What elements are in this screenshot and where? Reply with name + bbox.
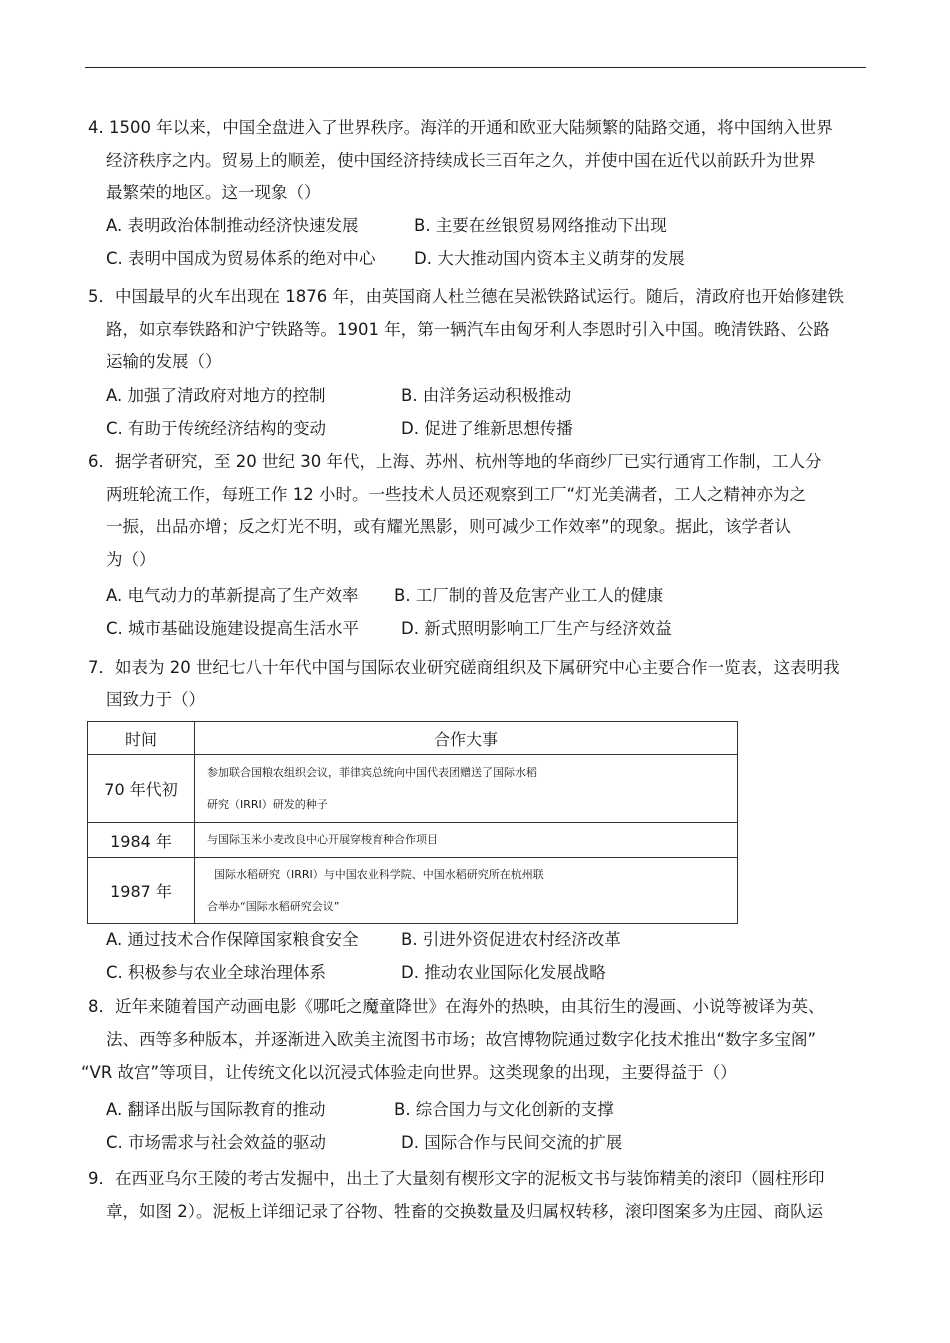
event-line: 研究（IRRI）研发的种子 bbox=[207, 797, 328, 811]
q5-line-2: 路，如京奉铁路和沪宁铁路等。1901 年，第一辆汽车由匈牙利人李恩时引入中国。晚清铁路、公路 bbox=[106, 320, 830, 339]
q5-option-c: C. 有助于传统经济结构的变动 bbox=[106, 419, 327, 438]
q6-line-1: 6．据学者研究，至 20 世纪 30 年代，上海、苏州、杭州等地的华商纱厂已实行通宵工作制，工人分 bbox=[88, 452, 822, 471]
q4-option-a: A. 表明政治体制推动经济快速发展 bbox=[106, 216, 359, 235]
cooperation-table bbox=[87, 721, 738, 924]
q5-option-a: A. 加强了清政府对地方的控制 bbox=[106, 386, 326, 405]
table-row bbox=[88, 858, 738, 924]
q6-line-4: 为（） bbox=[106, 550, 156, 569]
table-cell-event bbox=[195, 823, 738, 858]
q9-line-1: 9．在西亚乌尔王陵的考古发掘中，出土了大量刻有楔形文字的泥板文书与装饰精美的滚印（圆柱形印 bbox=[88, 1169, 825, 1188]
event-line: 国际水稻研究（IRRI）与中国农业科学院、中国水稻研究所在杭州联 bbox=[207, 867, 544, 881]
q6-line-2: 两班轮流工作，每班工作 12 小时。一些技术人员还观察到工厂“灯光美满者，工人之精神亦为之 bbox=[106, 485, 807, 504]
q6-option-a: A. 电气动力的革新提高了生产效率 bbox=[106, 586, 359, 605]
table-header-event: 合作大事 bbox=[195, 722, 738, 755]
table-row bbox=[88, 755, 738, 823]
q6-line-3: 一振，出品亦增；反之灯光不明，或有耀光黑影，则可减少工作效率”的现象。据此，该学者认 bbox=[106, 517, 792, 536]
q4-option-b: B. 主要在丝银贸易网络推动下出现 bbox=[414, 216, 667, 235]
event-line: 合举办“国际水稻研究会议” bbox=[207, 899, 340, 913]
q5-option-b: B. 由洋务运动积极推动 bbox=[401, 386, 572, 405]
table-cell-event bbox=[195, 755, 738, 823]
q8-line-1: 8．近年来随着国产动画电影《哪吒之魔童降世》在海外的热映，由其衍生的漫画、小说等被译为英、 bbox=[88, 997, 825, 1016]
q8-option-d: D. 国际合作与民间交流的扩展 bbox=[401, 1133, 623, 1152]
q8-option-a: A. 翻译出版与国际教育的推动 bbox=[106, 1100, 326, 1119]
table-cell-event bbox=[195, 858, 738, 924]
q7-option-c: C. 积极参与农业全球治理体系 bbox=[106, 963, 327, 982]
table-cell-time: 70 年代初 bbox=[88, 755, 195, 823]
header-rule bbox=[85, 67, 866, 68]
q7-line-2: 国致力于（） bbox=[106, 690, 205, 709]
q8-line-3: “VR 故宫”等项目，让传统文化以沉浸式体验走向世界。这类现象的出现，主要得益于（） bbox=[81, 1063, 737, 1082]
q9-line-2: 章，如图 2）。泥板上详细记录了谷物、牲畜的交换数量及归属权转移，滚印图案多为庄园、商队运 bbox=[106, 1202, 823, 1221]
q7-option-d: D. 推动农业国际化发展战略 bbox=[401, 963, 606, 982]
table-header-time: 时间 bbox=[88, 722, 195, 755]
table-cell-time: 1987 年 bbox=[88, 858, 195, 924]
q8-option-b: B. 综合国力与文化创新的支撑 bbox=[394, 1100, 614, 1119]
q4-option-c: C. 表明中国成为贸易体系的绝对中心 bbox=[106, 249, 376, 268]
table-cell-time: 1984 年 bbox=[88, 823, 195, 858]
table-header-row bbox=[88, 722, 738, 755]
q4-option-d: D. 大大推动国内资本主义萌芽的发展 bbox=[414, 249, 685, 268]
q5-line-1: 5．中国最早的火车出现在 1876 年，由英国商人杜兰德在吴淞铁路试运行。随后，清政府也开始修建铁 bbox=[88, 287, 844, 306]
q7-option-a: A. 通过技术合作保障国家粮食安全 bbox=[106, 930, 359, 949]
q8-option-c: C. 市场需求与社会效益的驱动 bbox=[106, 1133, 327, 1152]
q7-option-b: B. 引进外资促进农村经济改革 bbox=[401, 930, 621, 949]
q6-option-c: C. 城市基础设施建设提高生活水平 bbox=[106, 619, 360, 638]
q8-line-2: 法、西等多种版本，并逐渐进入欧美主流图书市场；故宫博物院通过数字化技术推出“数字多宝阁” bbox=[106, 1030, 817, 1049]
q6-option-d: D. 新式照明影响工厂生产与经济效益 bbox=[401, 619, 672, 638]
table-row bbox=[88, 823, 738, 858]
q5-option-d: D. 促进了维新思想传播 bbox=[401, 419, 573, 438]
q4-line-3: 最繁荣的地区。这一现象（） bbox=[106, 183, 321, 202]
q4-line-1: 4. 1500 年以来，中国全盘进入了世界秩序。海洋的开通和欧亚大陆频繁的陆路交通，将中国纳入世界 bbox=[88, 118, 833, 137]
event-line: 与国际玉米小麦改良中心开展穿梭育种合作项目 bbox=[207, 833, 438, 846]
q7-line-1: 7．如表为 20 世纪七八十年代中国与国际农业研究磋商组织及下属研究中心主要合作一览表，这表明我 bbox=[88, 658, 840, 677]
event-line: 参加联合国粮农组织会议，菲律宾总统向中国代表团赠送了国际水稻 bbox=[207, 765, 537, 779]
q4-line-2: 经济秩序之内。贸易上的顺差，使中国经济持续成长三百年之久，并使中国在近代以前跃升为世界 bbox=[106, 151, 816, 170]
q5-line-3: 运输的发展（） bbox=[106, 352, 222, 371]
q6-option-b: B. 工厂制的普及危害产业工人的健康 bbox=[394, 586, 664, 605]
